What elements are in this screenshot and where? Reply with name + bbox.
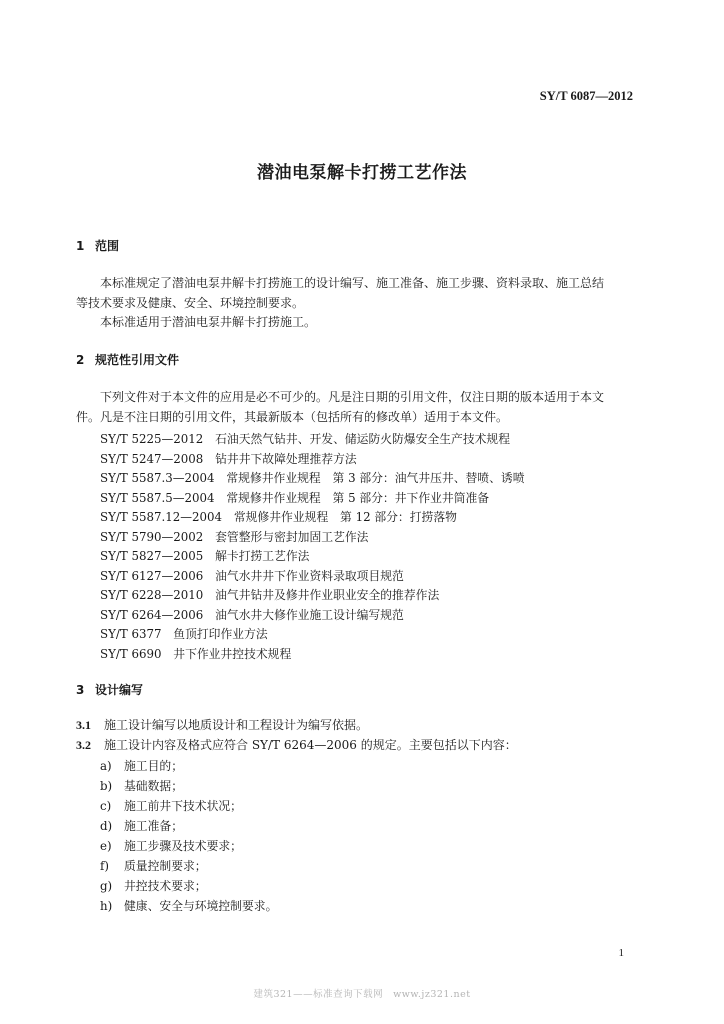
list-item-text: 质量控制要求； xyxy=(124,859,207,873)
reference-item: SY/T 5587.3—2004 常规修井作业规程 第 3 部分：油气井压井、替喷、诱喷 xyxy=(100,471,525,485)
list-item-text: 施工目的； xyxy=(124,759,183,773)
list-marker: d) xyxy=(100,819,113,833)
clause-number: 3.2 xyxy=(76,738,91,752)
list-item-text: 健康、安全与环境控制要求。 xyxy=(124,899,278,913)
section-title: 范围 xyxy=(95,239,120,253)
reference-item: SY/T 5587.12—2004 常规修井作业规程 第 12 部分：打捞落物 xyxy=(100,510,457,524)
list-item xyxy=(100,796,277,816)
section-1-heading xyxy=(76,237,119,254)
document-title: 潜油电泵解卡打捞工艺作法 xyxy=(257,163,467,183)
list-item xyxy=(100,896,277,916)
document-code: SY/T 6087—2012 xyxy=(539,89,633,103)
clause-text: 施工设计内容及格式应符合 SY/T 6264—2006 的规定。主要包括以下内容： xyxy=(104,738,517,752)
list-marker: f) xyxy=(100,859,109,873)
list-item xyxy=(100,856,277,876)
reference-item: SY/T 6264—2006 油气水井大修作业施工设计编写规范 xyxy=(100,607,404,622)
section-number: 3 xyxy=(76,683,85,697)
clause-text: 施工设计编写以地质设计和工程设计为编写依据。 xyxy=(104,718,369,732)
list-item xyxy=(100,816,277,836)
list-marker: e) xyxy=(100,839,112,853)
list-marker: g) xyxy=(100,879,113,893)
paragraph-line: 等技术要求及健康、安全、环境控制要求。 xyxy=(76,295,305,310)
section-title: 规范性引用文件 xyxy=(95,353,180,367)
paragraph-line: 本标准适用于潜油电泵井解卡打捞施工。 xyxy=(100,315,317,329)
section-number: 2 xyxy=(76,353,85,367)
reference-item: SY/T 5587.5—2004 常规修井作业规程 第 5 部分：井下作业井筒准备 xyxy=(100,490,490,505)
reference-item: SY/T 6127—2006 油气水井井下作业资料录取项目规范 xyxy=(100,568,404,583)
paragraph-line: 下列文件对于本文件的应用是必不可少的。凡是注日期的引用文件，仅注日期的版本适用于本文 xyxy=(100,390,605,404)
list-item xyxy=(100,876,277,896)
list-item-text: 施工准备； xyxy=(124,819,183,833)
section-2-heading xyxy=(76,351,179,368)
reference-item: SY/T 6228—2010 油气井钻井及修井作业职业安全的推荐作法 xyxy=(100,588,440,602)
list-item xyxy=(100,836,277,856)
section-title: 设计编写 xyxy=(95,683,144,697)
section-1-body xyxy=(76,274,636,333)
reference-item: SY/T 6377 鱼顶打印作业方法 xyxy=(100,627,268,641)
list-item xyxy=(100,776,277,796)
list-marker: a) xyxy=(100,759,112,773)
design-content-list xyxy=(100,756,277,916)
list-item-text: 施工前井下技术状况； xyxy=(124,799,242,813)
watermark-text: 建筑321——标准查询下载网 www.jz321.net xyxy=(253,989,471,1000)
list-marker: c) xyxy=(100,799,112,813)
list-item xyxy=(100,756,277,776)
normative-references-list xyxy=(100,430,525,664)
list-item-text: 施工步骤及技术要求； xyxy=(124,839,242,853)
reference-item: SY/T 5827—2005 解卡打捞工艺作法 xyxy=(100,549,310,563)
list-marker: b) xyxy=(100,779,113,793)
reference-item: SY/T 5247—2008 钻井井下故障处理推荐方法 xyxy=(100,451,357,466)
reference-item: SY/T 5225—2012 石油天然气钻井、开发、储运防火防爆安全生产技术规程 xyxy=(100,432,511,446)
reference-item: SY/T 6690 井下作业井控技术规程 xyxy=(100,646,292,661)
clause-3-2 xyxy=(76,736,517,753)
clause-number: 3.1 xyxy=(76,718,91,732)
clause-3-1 xyxy=(76,716,368,733)
paragraph-line: 本标准规定了潜油电泵井解卡打捞施工的设计编写、施工准备、施工步骤、资料录取、施工总结 xyxy=(100,276,605,290)
list-item-text: 井控技术要求； xyxy=(124,879,207,893)
section-2-intro xyxy=(76,388,636,427)
section-3-heading xyxy=(76,681,143,698)
paragraph-line: 件。凡是不注日期的引用文件，其最新版本（包括所有的修改单）适用于本文件。 xyxy=(76,409,509,424)
page-number: 1 xyxy=(618,947,624,959)
list-marker: h) xyxy=(100,899,113,913)
list-item-text: 基础数据； xyxy=(124,779,183,793)
section-number: 1 xyxy=(76,239,85,253)
reference-item: SY/T 5790—2002 套管整形与密封加固工艺作法 xyxy=(100,529,369,544)
